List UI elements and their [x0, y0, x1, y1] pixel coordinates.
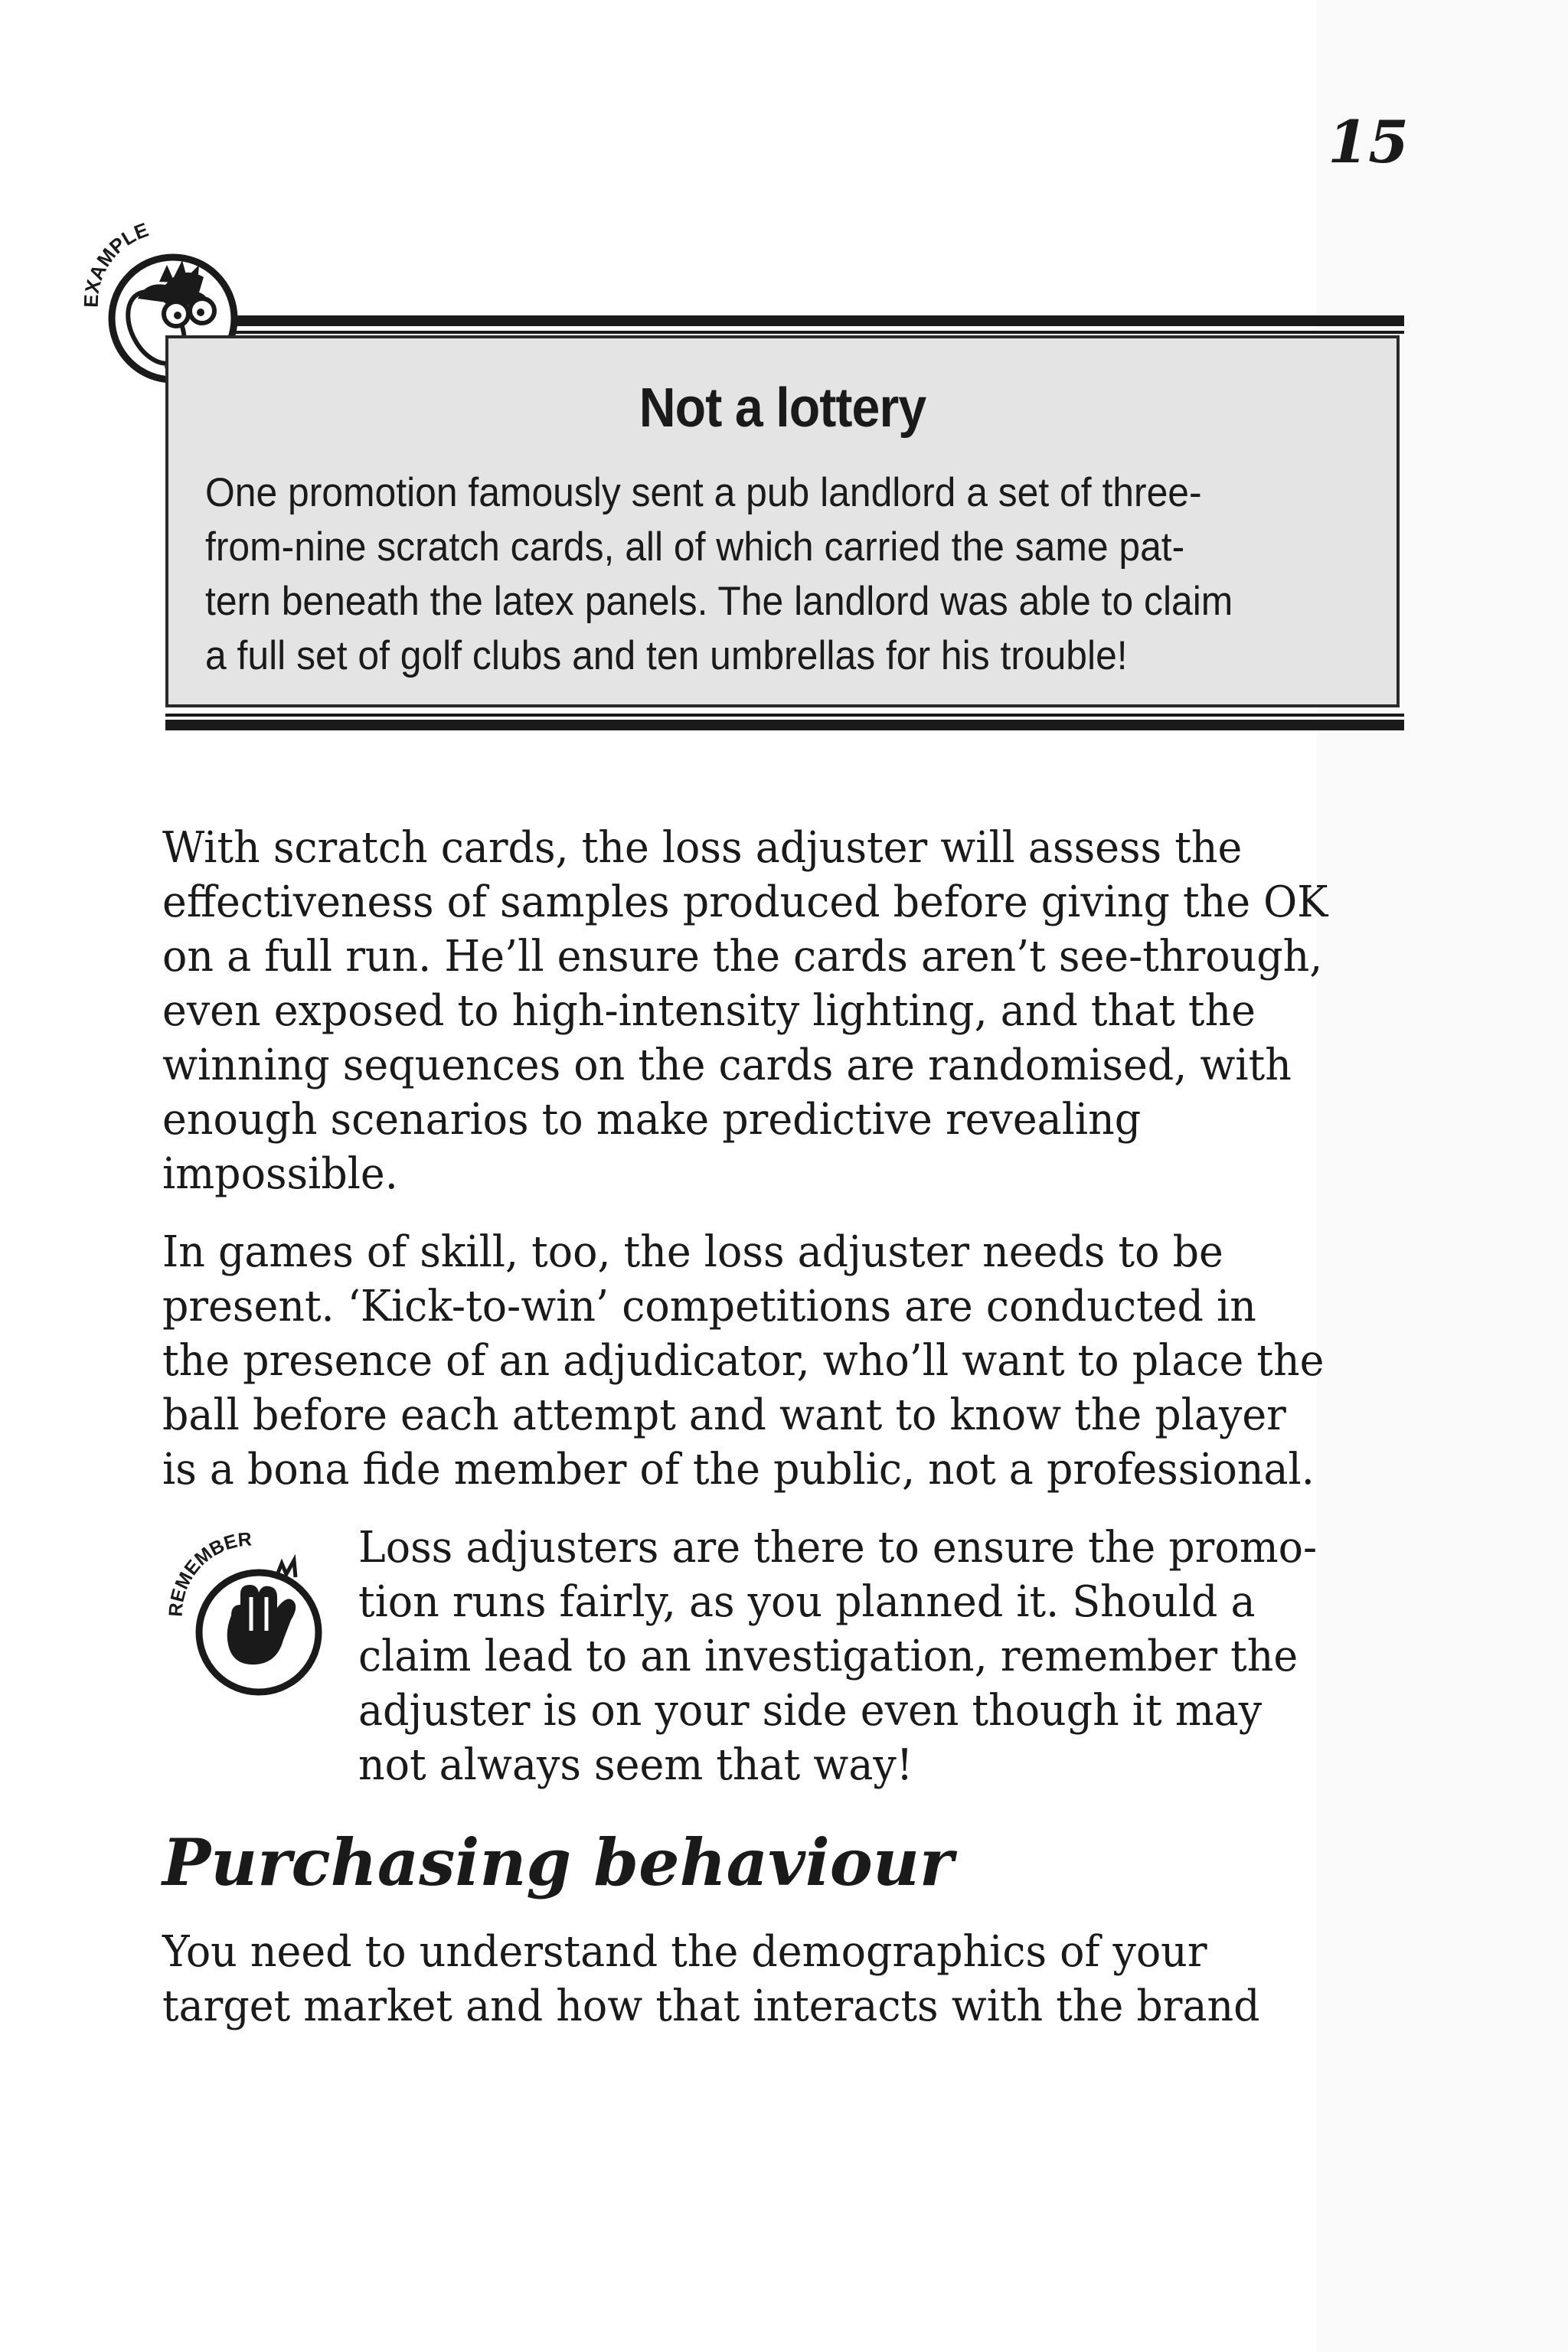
- remember-icon: [161, 1524, 337, 1700]
- body-paragraph-games-of-skill: In games of skill, too, the loss adjuster needs to be present. ‘Kick-to-win’ competitions are conducted in the presence of an adjudicator, who’ll want to place the ball before each attempt and want to know the player is a bona fide member of the public, not a professional.: [162, 1227, 1325, 1494]
- sidebar-box: [165, 335, 1400, 707]
- page-number: 15: [1328, 108, 1409, 176]
- remember-icon-label: REMEMBER: [165, 1528, 253, 1618]
- sidebar-title: Not a lottery: [639, 377, 926, 439]
- section-heading: Purchasing behaviour: [162, 1824, 954, 1900]
- sidebar-rule-top: [234, 315, 1404, 326]
- sidebar-text: One promotion famously sent a pub landlord a set of three- from-nine scratch cards, all of which carried the same pat- tern beneath the latex panels. The landlord was able to claim a full set of golf clubs and ten umbrellas for his trouble!: [205, 470, 1233, 678]
- sidebar-rule-bottom: [165, 720, 1404, 730]
- sidebar-rule-bottom-thin: [165, 714, 1404, 717]
- section-paragraph: You need to understand the demographics of your target market and how that interacts with the brand: [162, 1927, 1260, 2031]
- body-paragraph-scratch-cards: With scratch cards, the loss adjuster will assess the effectiveness of samples produced before giving the OK on a full run. He’ll ensure the cards aren’t see-through, even exposed to high-intensity lighting, and that the winning sequences on the cards are randomised, with enough scenarios to make predictive revealing impossible.: [162, 823, 1328, 1199]
- example-icon-label: EXAMPLE: [79, 217, 152, 309]
- sidebar-rule-top-thin: [234, 331, 1404, 334]
- remember-text: Loss adjusters are there to ensure the promo- tion runs fairly, as you planned it. Should a claim lead to an investigation, remember the adjuster is on your side even though it may not always seem that way!: [358, 1523, 1318, 1790]
